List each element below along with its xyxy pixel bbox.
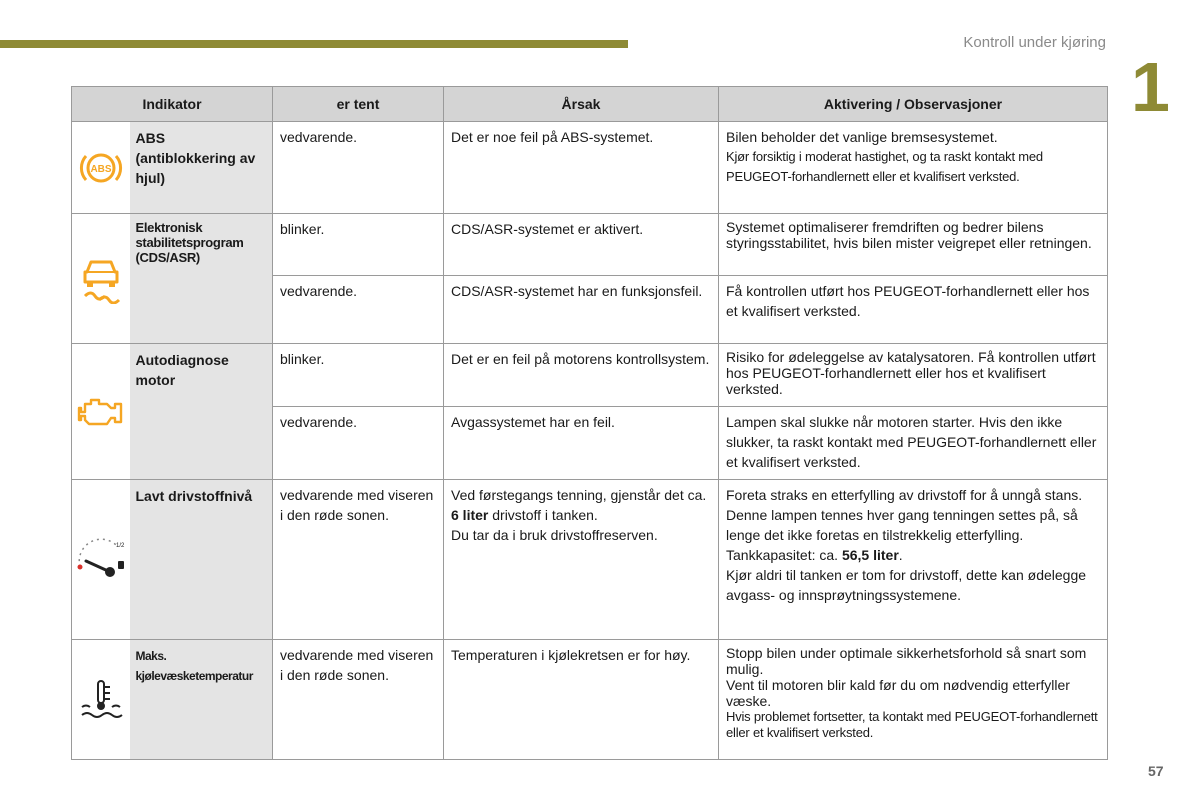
lit-status: blinker. — [273, 344, 444, 407]
engine-check-icon — [72, 344, 130, 480]
coolant-temperature-icon — [72, 640, 130, 760]
indicator-name: Lavt drivstoffnivå — [130, 480, 273, 640]
cause-text: Temperaturen i kjølekretsen er for høy. — [444, 640, 719, 760]
action-text: Få kontrollen utført hos PEUGEOT-forhandlernett eller hos et kvalifisert verksted. — [719, 276, 1108, 344]
cause-text: Det er en feil på motorens kontrollsystem. — [444, 344, 719, 407]
action-text: Vent til motoren blir kald før du om nødvendig etterfyller væske. — [726, 677, 1070, 709]
capacity-label: Tankkapasitet: ca. — [726, 547, 839, 563]
action-text: Risiko for ødeleggelse av katalysatoren. Få kontrollen utført hos PEUGEOT-forhandlernett eller hos et kvalifisert verksted. — [719, 344, 1108, 407]
page-number: 57 — [1148, 763, 1164, 779]
action-text: Lampen skal slukke når motoren starter. Hvis den ikke slukker, ta raskt kontakt med PEUGEOT-forhandlernett eller et kvalifisert verksted. — [719, 407, 1108, 480]
table-row — [72, 480, 1108, 640]
tank-capacity: 56,5 liter — [841, 547, 899, 563]
capacity-post: . — [898, 547, 903, 563]
lit-status: vedvarende. — [273, 407, 444, 480]
table-row — [72, 122, 1108, 214]
cause-text: Det er noe feil på ABS-systemet. — [444, 122, 719, 214]
action-text: Hvis problemet fortsetter, ta kontakt med PEUGEOT-forhandlernett eller et kvalifisert verksted. — [726, 709, 1098, 740]
action-text: Systemet optimaliserer fremdriften og bedrer bilens styringsstabilitet, hvis bilen mister veigrepet eller retningen. — [719, 214, 1108, 276]
fuel-gauge-icon — [72, 480, 130, 640]
action-text: Denne lampen tennes hver gang tenningen settes på, så lenge det ikke foretas en tilstrekkelig etterfylling. — [726, 507, 1078, 543]
svg-text:ABS: ABS — [90, 163, 112, 175]
cause-text: CDS/ASR-systemet er aktivert. — [444, 214, 719, 276]
table-header-row — [72, 87, 1108, 122]
action-text: Stopp bilen under optimale sikkerhetsforhold så snart som mulig. — [726, 645, 1087, 677]
lit-status: vedvarende med viseren i den røde sonen. — [273, 480, 444, 640]
header-accent-bar — [0, 40, 628, 48]
cause-text-post: drivstoff i tanken. — [492, 507, 598, 523]
lit-status: blinker. — [273, 214, 444, 276]
lit-status: vedvarende med viseren i den røde sonen. — [273, 640, 444, 760]
cause-cell — [444, 480, 719, 640]
action-text — [726, 545, 1100, 565]
indicator-name: Autodiagnose motor — [130, 344, 273, 480]
gauge-label: 1/2 — [115, 542, 125, 549]
action-text: Bilen beholder det vanlige bremsesystemet. — [726, 129, 998, 145]
action-cell — [719, 122, 1108, 214]
cause-text: Avgassystemet har en feil. — [444, 407, 719, 480]
lit-status: vedvarende. — [273, 122, 444, 214]
column-header-indicator: Indikator — [72, 87, 273, 122]
cause-text-pre: Ved førstegangs tenning, gjenstår det ca. — [451, 487, 707, 503]
cause-text — [451, 485, 711, 525]
table-row — [72, 214, 1108, 276]
action-text: Foreta straks en etterfylling av drivstoff for å unngå stans. — [726, 487, 1083, 503]
cause-text: CDS/ASR-systemet har en funksjonsfeil. — [444, 276, 719, 344]
fuel-amount: 6 liter — [451, 507, 489, 523]
table-row — [72, 344, 1108, 407]
stability-control-icon — [72, 214, 130, 344]
section-title: Kontroll under kjøring — [963, 34, 1106, 51]
abs-warning-icon — [72, 122, 130, 214]
indicator-name: Elektronisk stabilitetsprogram (CDS/ASR) — [130, 214, 273, 344]
column-header-cause: Årsak — [444, 87, 719, 122]
indicator-name: Maks. kjølevæsketemperatur — [130, 640, 273, 760]
chapter-number: 1 — [1131, 48, 1170, 126]
warning-lights-table — [71, 86, 1108, 760]
action-text: Kjør aldri til tanken er tom for drivstoff, dette kan ødelegge avgass- og innsprøytningssystemene. — [726, 567, 1087, 603]
table-row — [72, 640, 1108, 760]
action-cell — [719, 480, 1108, 640]
column-header-action: Aktivering / Observasjoner — [719, 87, 1108, 122]
action-cell — [719, 640, 1108, 760]
indicator-name: ABS (antiblokkering av hjul) — [130, 122, 273, 214]
lit-status: vedvarende. — [273, 276, 444, 344]
cause-text: Du tar da i bruk drivstoffreserven. — [451, 527, 658, 543]
action-text: Kjør forsiktig i moderat hastighet, og ta raskt kontakt med PEUGEOT-forhandlernett eller et kvalifisert verksted. — [726, 149, 1043, 184]
column-header-lit: er tent — [273, 87, 444, 122]
